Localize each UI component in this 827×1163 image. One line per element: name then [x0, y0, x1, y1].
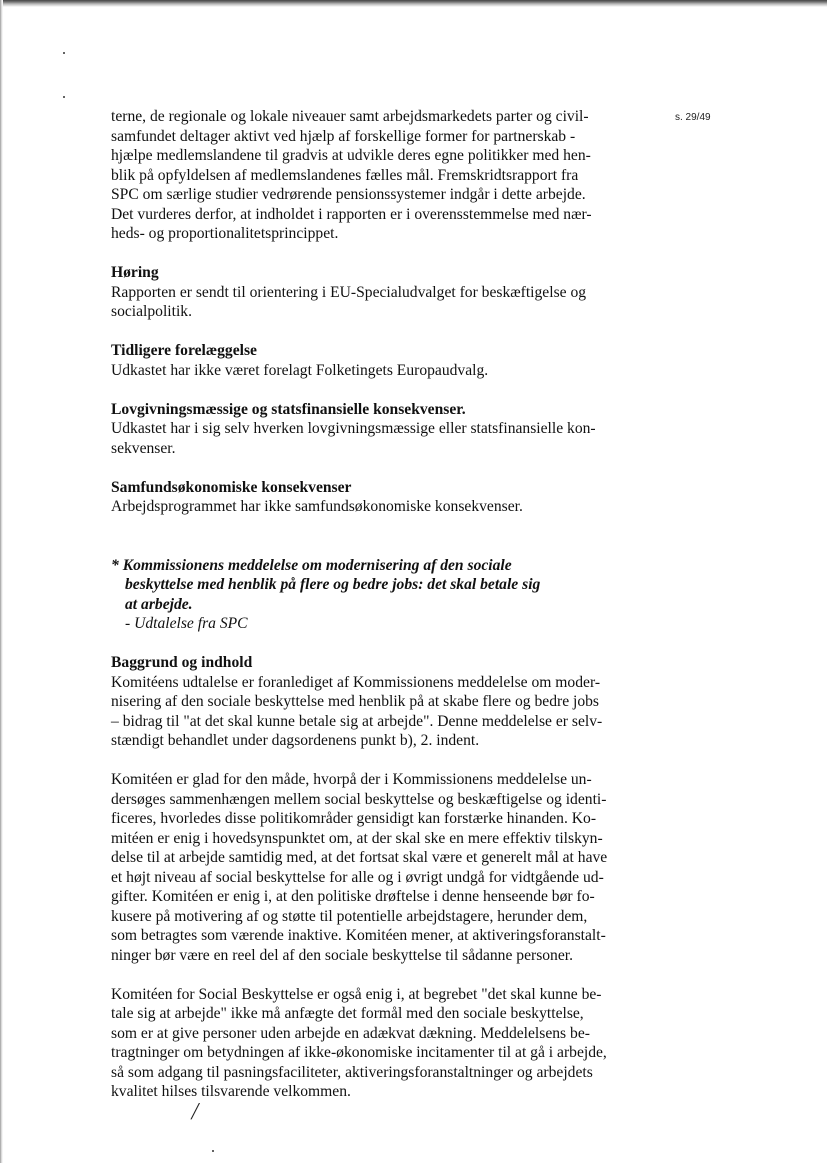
text-line: mitéen er enig i hovedsynspunktet om, at der skal ske en mere effektiv tilskyn- [111, 829, 603, 847]
text-line: Det vurderes derfor, at indholdet i rapporten er i overensstemmelse med nær- [111, 205, 592, 223]
text-line: et højt niveau af social beskyttelse for alle og i øvrigt undgå for vidtgående ud- [111, 868, 604, 886]
text-line: Udkastet har ikke været forelagt Folketingets Europaudvalg. [111, 361, 489, 379]
scan-edge-left [0, 0, 3, 1163]
text-line: ficeres, hvorledes disse politikområder gensidigt kan forstærke hinanden. Ko- [111, 810, 597, 827]
agenda-item-title: beskyttelse med henblik på flere og bedre jobs: det skal betale sig [125, 576, 541, 593]
text-line: heds- og proportionalitetsprincippet. [111, 225, 339, 242]
text-line: sekvenser. [111, 439, 176, 457]
text-line: tragtninger om betydningen af ikke-økonomiske incitamenter til at gå i arbejde, [111, 1044, 607, 1061]
text-line: dersøges sammenhængen mellem social beskyttelse og beskæftigelse og identi- [111, 790, 607, 808]
section-tidligere [111, 341, 639, 380]
text-line: delse til at arbejde samtidig med, at det fortsat skal være et generelt mål at have [111, 849, 608, 866]
section-samfund [111, 478, 639, 517]
agenda-item [111, 556, 639, 634]
text-line: Rapporten er sendt til orientering i EU-Specialudvalget for beskæftigelse og [111, 283, 587, 301]
text-line: kusere på motivering af og støtte til potentielle arbejdstagere, herunder dem, [111, 907, 588, 925]
section-heading: Tidligere forelæggelse [111, 342, 257, 359]
document-body [111, 107, 639, 1102]
text-line: SPC om særlige studier vedrørende pensionssystemer indgår i dette arbejde. [111, 186, 586, 203]
page-number: s. 29/49 [675, 112, 711, 123]
intro-paragraph [111, 107, 639, 244]
text-line: gifter. Komitéen er enig i, at den politiske drøftelse i denne henseende bør fo- [111, 888, 595, 905]
pen-mark: ╱ [191, 1105, 200, 1120]
text-line: hjælpe medlemslandene til gradvis at udvikle deres egne politikker med hen- [111, 147, 591, 164]
section-heading: Høring [111, 264, 159, 281]
text-line: terne, de regionale og lokale niveauer samt arbejdsmarkedets parter og civil- [111, 108, 589, 125]
scan-edge-top [0, 0, 827, 7]
text-line: som betragtes som værende inaktive. Komitéen mener, at aktiveringsforanstalt- [111, 927, 606, 944]
agenda-item-title: at arbejde. [125, 595, 193, 613]
text-line: så som adgang til pasningsfaciliteter, aktiveringsforanstaltninger og arbejdets [111, 1063, 593, 1081]
text-line: kvalitet hilses tilsvarende velkommen. [111, 1083, 351, 1100]
section-lovgivning [111, 400, 639, 459]
text-line: blik på opfyldelsen af medlemslandenes fælles mål. Fremskridtsrapport fra [111, 166, 579, 184]
text-line: som er at give personer uden arbejde en adækvat dækning. Meddelelsens be- [111, 1024, 590, 1042]
section-heading: Baggrund og indhold [111, 654, 253, 671]
text-line: Komitéen for Social Beskyttelse er også enig i, at begrebet "det skal kunne be- [111, 985, 602, 1003]
text-line: socialpolitik. [111, 303, 192, 320]
scan-speck [63, 96, 65, 98]
text-line: nisering af den sociale beskyttelse med henblik på at skabe flere og bedre jobs [111, 693, 600, 710]
text-line: Komitéen er glad for den måde, hvorpå der i Kommissionens meddelelse un- [111, 771, 592, 788]
text-line: tale sig at arbejde" ikke må anfægte det formål med den sociale beskyttelse, [111, 1005, 584, 1022]
agenda-item-subtitle: - Udtalelse fra SPC [125, 615, 248, 632]
text-line: ninger bør være en reel del af den sociale beskyttelse til sådanne personer. [111, 946, 574, 964]
section-baggrund [111, 653, 639, 751]
section-hoering [111, 263, 639, 322]
scan-speck [212, 1150, 214, 1152]
section-heading: Lovgivningsmæssige og statsfinansielle konsekvenser. [111, 400, 466, 418]
text-line: – bidrag til "at det skal kunne betale sig at arbejde". Denne meddelelse er selv- [111, 712, 603, 730]
paragraph-komiteen-enig [111, 985, 639, 1102]
text-line: samfundet deltager aktivt ved hjælp af forskellige former for partnerskab - [111, 127, 576, 145]
section-heading: Samfundsøkonomiske konsekvenser [111, 478, 352, 496]
paragraph-komiteen-glad [111, 770, 639, 965]
text-line: Komitéens udtalelse er foranlediget af Kommissionens meddelelse om moder- [111, 673, 601, 691]
agenda-item-title: * Kommissionens meddelelse om modernisering af den sociale [111, 556, 512, 574]
text-line: Udkastet har i sig selv hverken lovgivningsmæssige eller statsfinansielle kon- [111, 420, 596, 437]
scan-speck [63, 52, 65, 54]
text-line: stændigt behandlet under dagsordenens punkt b), 2. indent. [111, 732, 480, 749]
text-line: Arbejdsprogrammet har ikke samfundsøkonomiske konsekvenser. [111, 498, 523, 515]
